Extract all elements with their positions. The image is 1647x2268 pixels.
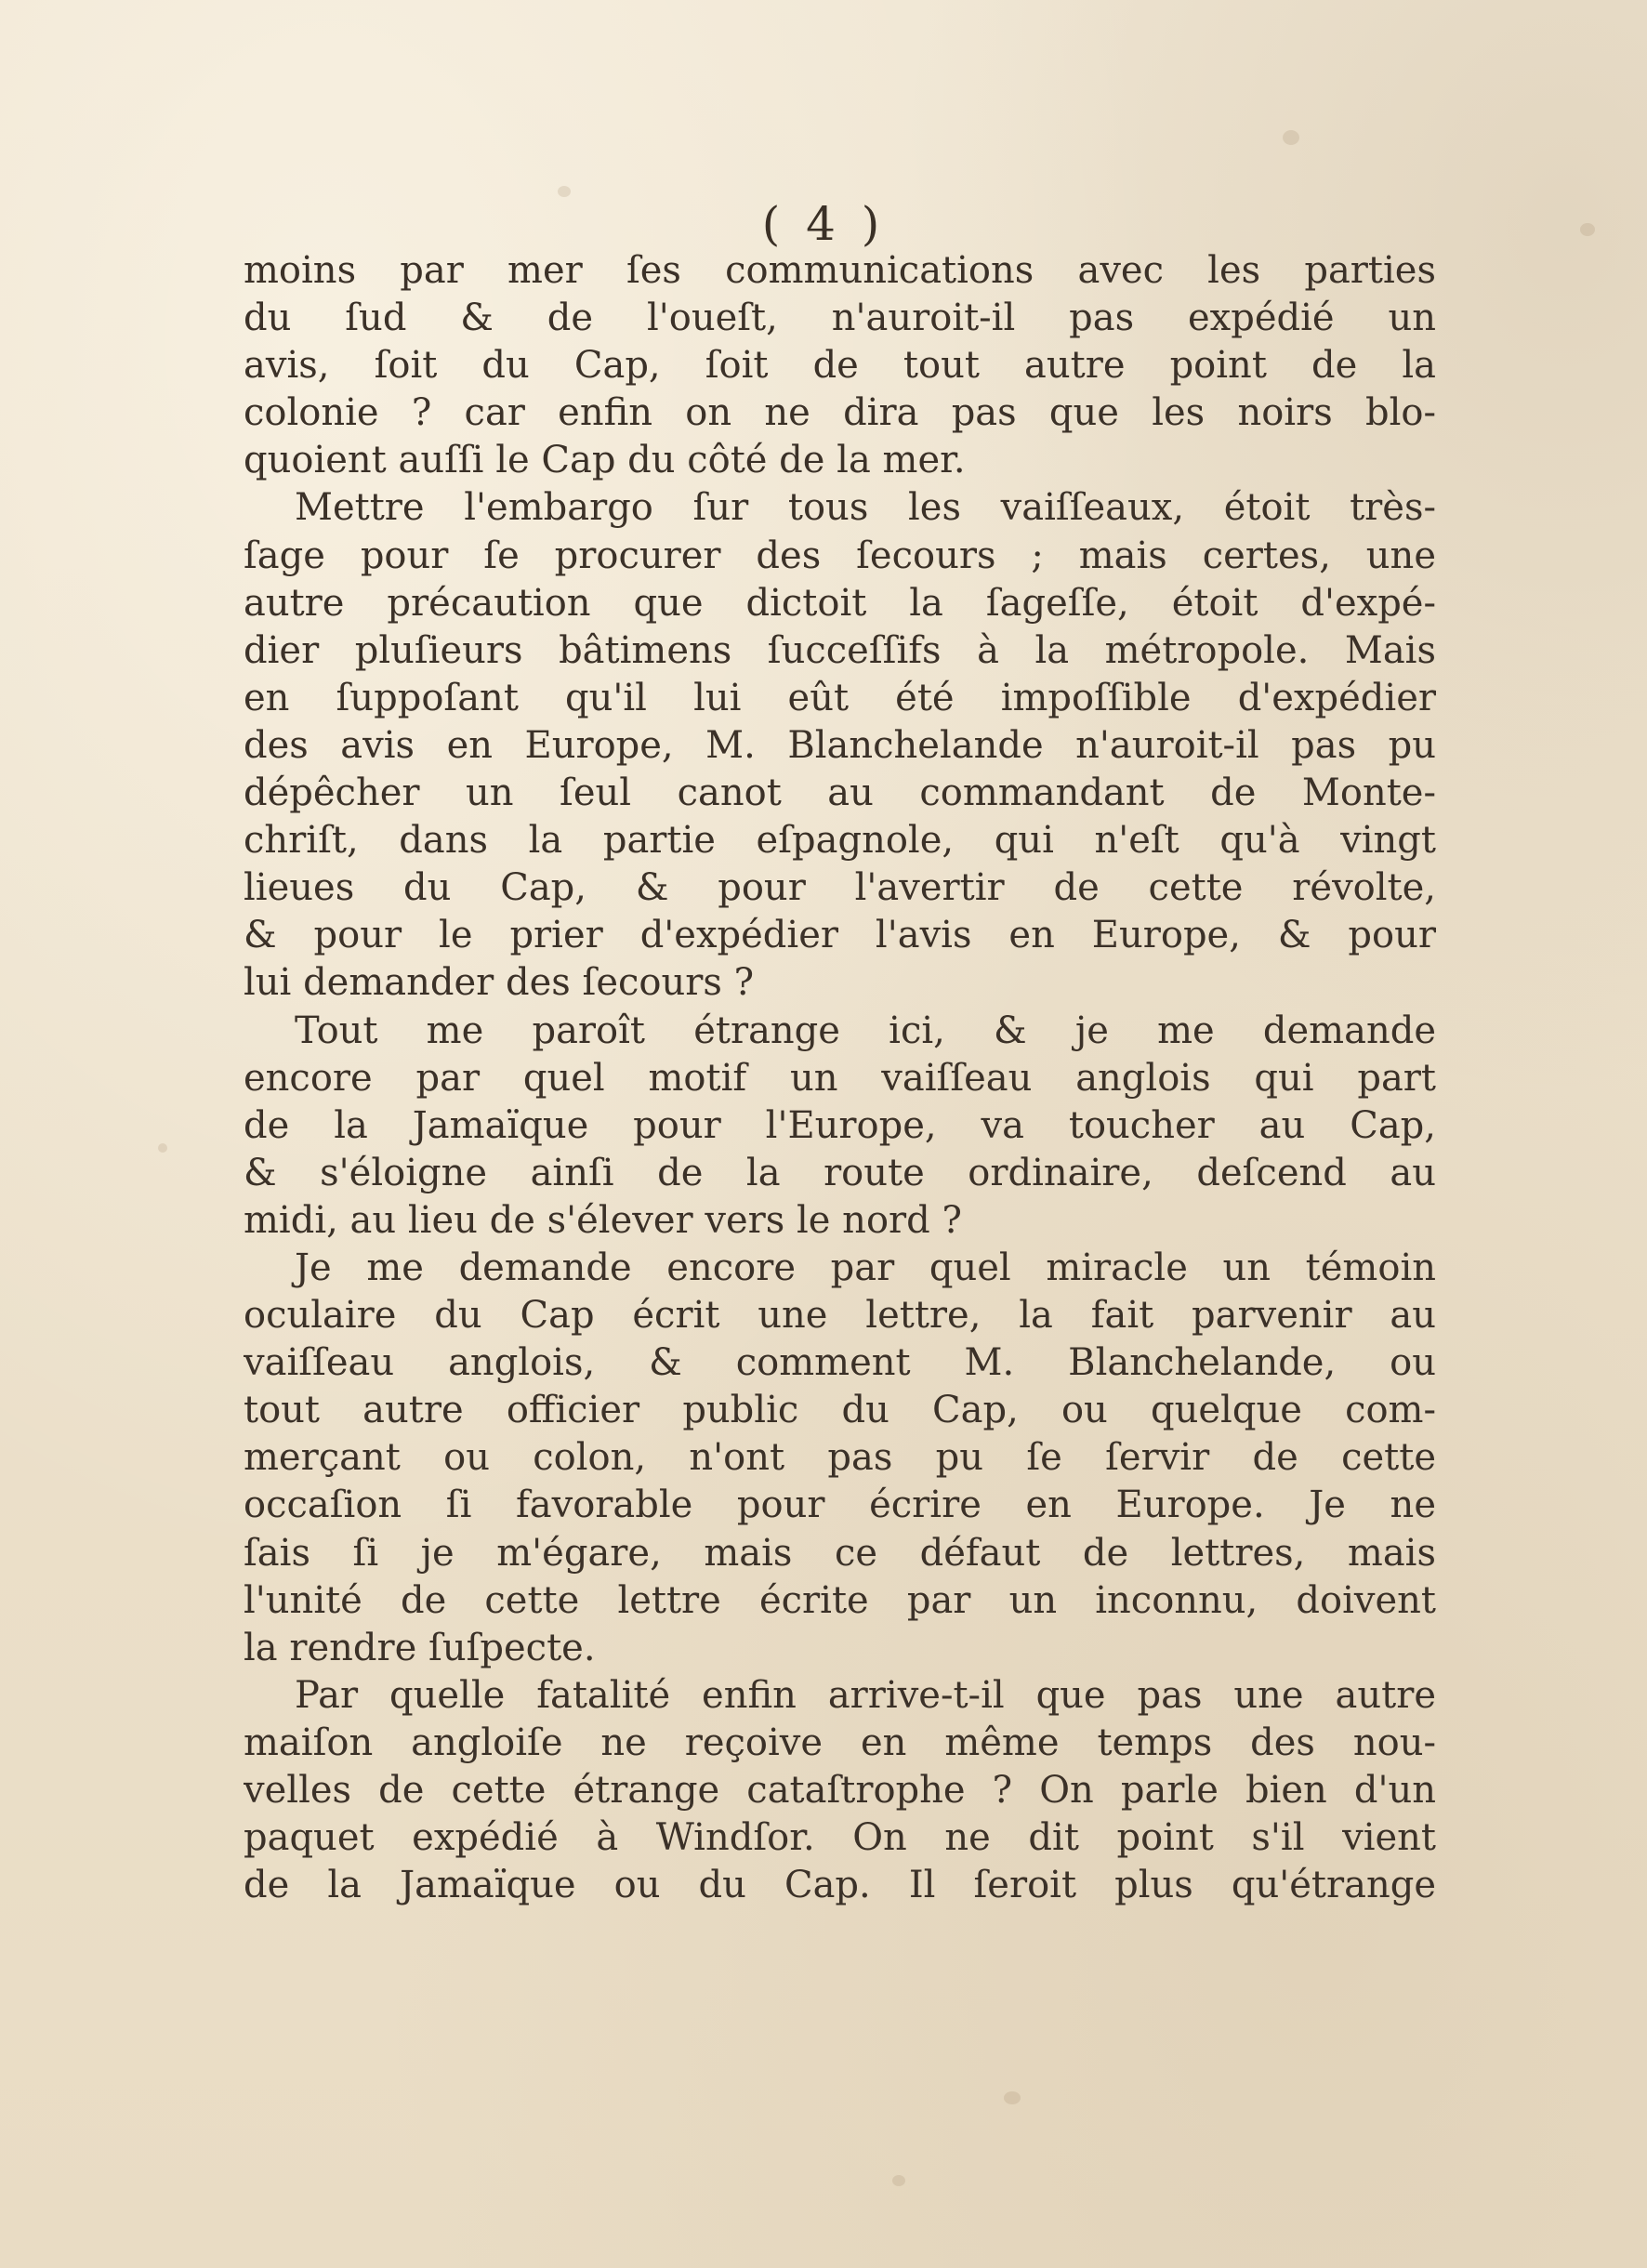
text-line: dépêcher un ſeul canot au commandant de Monte- (244, 771, 1436, 815)
text-line: avis, ſoit du Cap, ſoit de tout autre point de la (244, 344, 1436, 388)
text-line: quoient auſſi le Cap du côté de la mer. (244, 439, 966, 482)
text-line: encore par quel motif un vaiſſeau anglois qui part (244, 1056, 1436, 1100)
text-line: lieues du Cap, & pour l'avertir de cette révolte, (244, 866, 1436, 910)
text-line: l'unité de cette lettre écrite par un inconnu, doivent (244, 1578, 1436, 1622)
paragraph-start-line: Par quelle fatalité enfin arrive-t-il que pas une autre (295, 1673, 1436, 1717)
foxing-spot (558, 186, 571, 197)
text-line: de la Jamaïque ou du Cap. Il ſeroit plus qu'étrange (244, 1864, 1436, 1907)
text-line: ſais ſi je m'égare, mais ce défaut de lettres, mais (244, 1531, 1436, 1575)
text-line: des avis en Europe, M. Blanchelande n'auroit-il pas pu (244, 723, 1436, 767)
foxing-spot (892, 2175, 905, 2186)
text-line: vaiſſeau anglois, & comment M. Blanchelande, ou (244, 1341, 1436, 1385)
text-line: & pour le prier d'expédier l'avis en Europe, & pour (244, 914, 1436, 957)
text-line: la rendre ſuſpecte. (244, 1626, 596, 1669)
text-line: oculaire du Cap écrit une lettre, la fait parvenir au (244, 1294, 1436, 1338)
text-line: lui demander des ſecours ? (244, 961, 755, 1005)
text-line: autre précaution que dictoit la ſageſſe, étoit d'expé- (244, 581, 1436, 625)
page-number: ( 4 ) (761, 197, 886, 251)
text-line: moins par mer ſes communications avec les parties (244, 249, 1436, 292)
text-line: paquet expédié à Windſor. On ne dit point s'il vient (244, 1816, 1436, 1860)
text-line: du ſud & de l'oueſt, n'auroit-il pas expédié un (244, 297, 1436, 340)
paragraph-start-line: Tout me paroît étrange ici, & je me demande (295, 1009, 1436, 1052)
body-text (244, 247, 1436, 1909)
text-line: en ſuppoſant qu'il lui eût été impoſſible d'expédier (244, 676, 1436, 719)
text-line: & s'éloigne ainſi de la route ordinaire, deſcend au (244, 1151, 1436, 1194)
text-line: midi, au lieu de s'élever vers le nord ? (244, 1198, 962, 1242)
foxing-spot (1004, 2091, 1021, 2104)
text-line: de la Jamaïque pour l'Europe, va toucher au Cap, (244, 1103, 1436, 1147)
text-line: colonie ? car enfin on ne dira pas que les noirs blo- (244, 391, 1436, 435)
paragraph-start-line: Mettre l'embargo ſur tous les vaiſſeaux, étoit très- (295, 486, 1436, 530)
text-line: occaſion ſi favorable pour écrire en Europe. Je ne (244, 1483, 1436, 1527)
paragraph-start-line: Je me demande encore par quel miracle un témoin (295, 1246, 1436, 1289)
text-line: ſage pour ſe procurer des ſecours ; mais certes, une (244, 534, 1436, 577)
text-line: velles de cette étrange cataſtrophe ? On parle bien d'un (244, 1769, 1436, 1812)
text-line: dier pluſieurs bâtimens ſucceſſifs à la métropole. Mais (244, 628, 1436, 672)
text-line: maiſon angloiſe ne reçoive en même temps des nou- (244, 1721, 1436, 1764)
text-line: merçant ou colon, n'ont pas pu ſe ſervir de cette (244, 1436, 1436, 1480)
foxing-spot (1283, 130, 1299, 145)
text-line: tout autre officier public du Cap, ou quelque com- (244, 1389, 1436, 1432)
text-line: chriſt, dans la partie eſpagnole, qui n'eſt qu'à vingt (244, 819, 1436, 863)
foxing-spot (158, 1143, 167, 1153)
